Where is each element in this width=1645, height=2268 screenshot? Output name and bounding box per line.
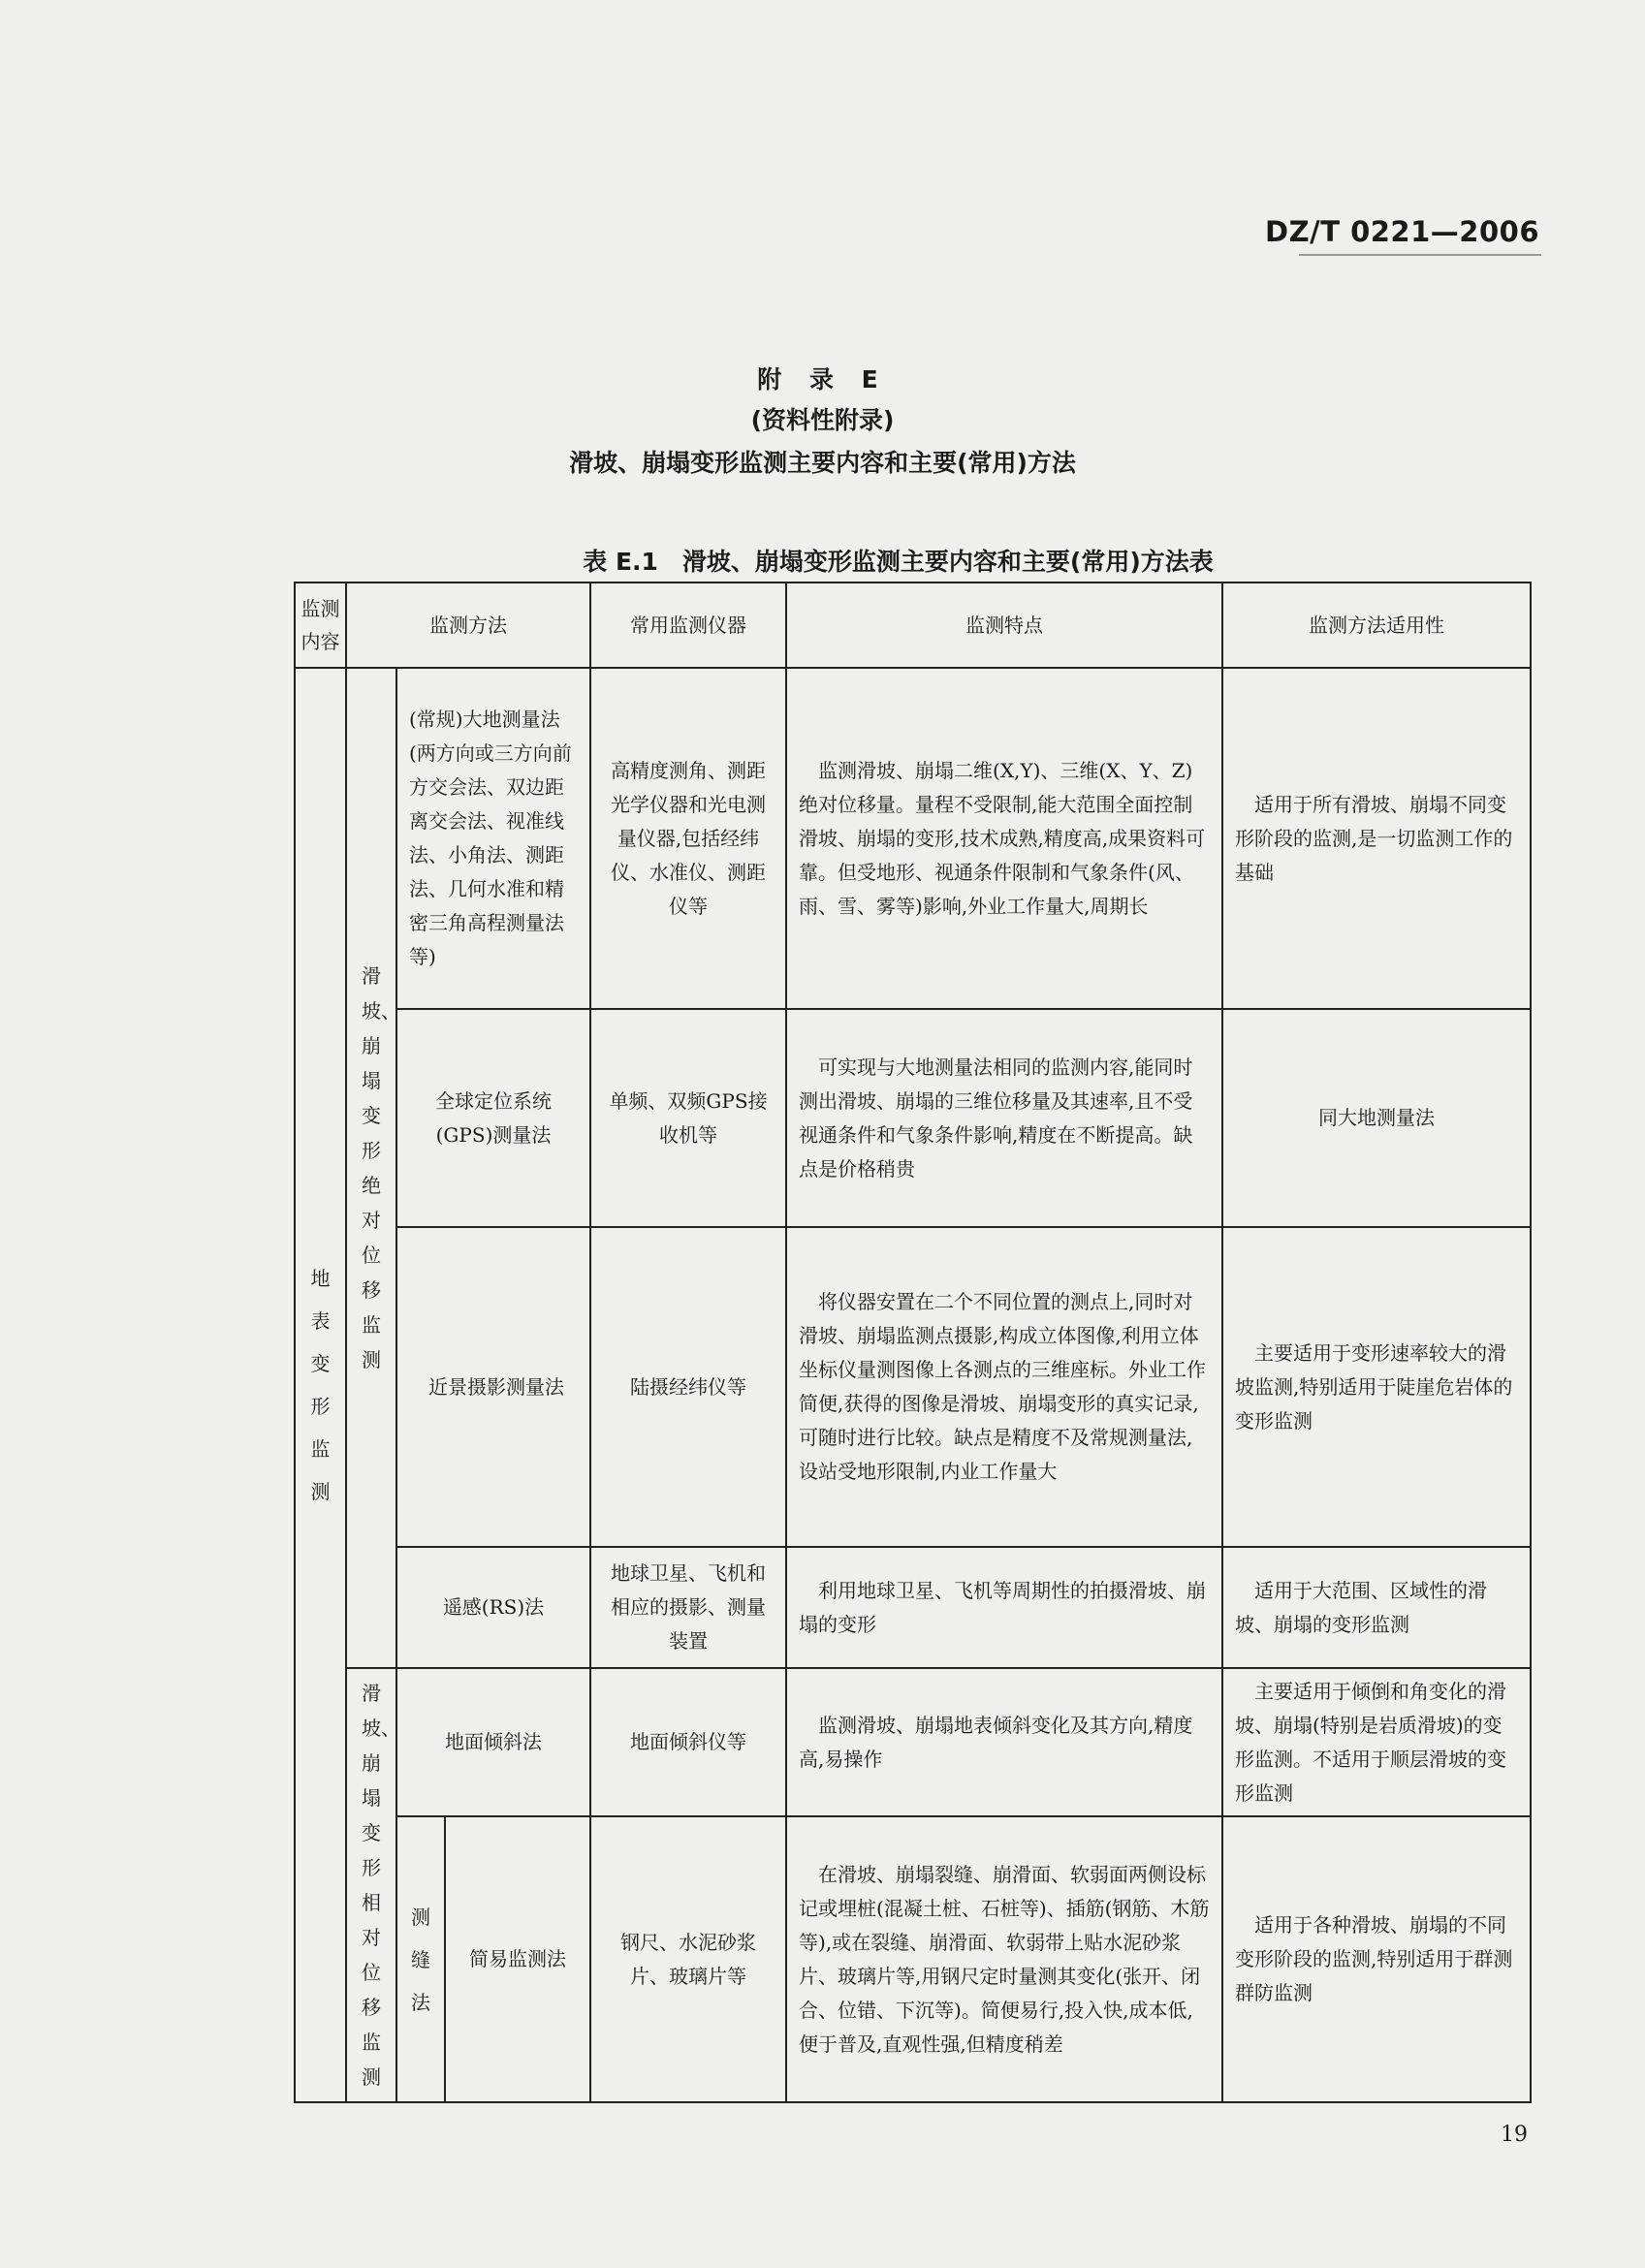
appendix-heading: 滑坡、崩塌变形监测主要内容和主要(常用)方法 — [569, 449, 1076, 477]
document-code: DZ/T 0221—2006 — [1265, 215, 1539, 248]
applicability-cell: 适用于大范围、区域性的滑坡、崩塌的变形监测 — [1222, 1547, 1531, 1668]
header-feature: 监测特点 — [786, 583, 1222, 668]
group-surface-deformation: 地表变形监测 — [295, 668, 346, 2102]
method-cell: 简易监测法 — [445, 1816, 590, 2102]
appendix-title: 附 录 E — [757, 365, 888, 394]
table-header-row — [295, 583, 1531, 668]
method-cell: 遥感(RS)法 — [396, 1547, 590, 1668]
feature-cell: 监测滑坡、崩塌二维(X,Y)、三维(X、Y、Z)绝对位移量。量程不受限制,能大范围全面控制滑坡、崩塌的变形,技术成熟,精度高,成果资料可靠。但受地形、视通条件限制和气象条件(风、雨、雪、雾等)影响,外业工作量大,周期长 — [786, 668, 1222, 1009]
header-applicability: 监测方法适用性 — [1222, 583, 1531, 668]
feature-cell: 监测滑坡、崩塌地表倾斜变化及其方向,精度高,易操作 — [786, 1668, 1222, 1816]
table-row — [295, 1816, 1531, 2102]
page-number: 19 — [1501, 2123, 1528, 2147]
method-cell: 近景摄影测量法 — [396, 1227, 590, 1547]
monitoring-methods-table — [294, 582, 1532, 2103]
appendix-subtitle: (资料性附录) — [750, 406, 895, 434]
feature-cell: 可实现与大地测量法相同的监测内容,能同时测出滑坡、崩塌的三维位移量及其速率,且不受视通条件和气象条件影响,精度在不断提高。缺点是价格稍贵 — [786, 1009, 1222, 1227]
table-row — [295, 1547, 1531, 1668]
applicability-cell: 主要适用于变形速率较大的滑坡监测,特别适用于陡崖危岩体的变形监测 — [1222, 1227, 1531, 1547]
feature-cell: 利用地球卫星、飞机等周期性的拍摄滑坡、崩塌的变形 — [786, 1547, 1222, 1668]
applicability-cell: 适用于所有滑坡、崩塌不同变形阶段的监测,是一切监测工作的基础 — [1222, 668, 1531, 1009]
instrument-cell: 单频、双频GPS接收机等 — [590, 1009, 786, 1227]
instrument-cell: 陆摄经纬仪等 — [590, 1227, 786, 1547]
header-rule — [1299, 254, 1541, 256]
table-row — [295, 1668, 1531, 1816]
instrument-cell: 地球卫星、飞机和相应的摄影、测量装置 — [590, 1547, 786, 1668]
instrument-cell: 地面倾斜仪等 — [590, 1668, 786, 1816]
instrument-cell: 钢尺、水泥砂浆片、玻璃片等 — [590, 1816, 786, 2102]
group-crack-method: 测缝法 — [396, 1816, 445, 2102]
method-cell: 地面倾斜法 — [396, 1668, 590, 1816]
method-cell: 全球定位系统(GPS)测量法 — [396, 1009, 590, 1227]
table-caption: 表 E.1 滑坡、崩塌变形监测主要内容和主要(常用)方法表 — [583, 548, 1214, 576]
header-method: 监测方法 — [346, 583, 590, 668]
feature-cell: 在滑坡、崩塌裂缝、崩滑面、软弱面两侧设标记或埋桩(混凝土桩、石桩等)、插筋(钢筋、木筋等),或在裂缝、崩滑面、软弱带上贴水泥砂浆片、玻璃片等,用钢尺定时量测其变化(张开、闭合、位错、下沉等)。简便易行,投入快,成本低,便于普及,直观性强,但精度稍差 — [786, 1816, 1222, 2102]
table-row — [295, 1009, 1531, 1227]
group-absolute-displacement: 滑坡、崩塌变形绝对位移监测 — [346, 668, 396, 1668]
table-row — [295, 668, 1531, 1009]
group-relative-displacement: 滑坡、崩塌变形相对位移监测 — [346, 1668, 396, 2102]
applicability-cell: 适用于各种滑坡、崩塌的不同变形阶段的监测,特别适用于群测群防监测 — [1222, 1816, 1531, 2102]
feature-cell: 将仪器安置在二个不同位置的测点上,同时对滑坡、崩塌监测点摄影,构成立体图像,利用立体坐标仪量测图像上各测点的三维座标。外业工作简便,获得的图像是滑坡、崩塌变形的真实记录,可随时进行比较。缺点是精度不及常规测量法,设站受地形限制,内业工作量大 — [786, 1227, 1222, 1547]
header-content: 监测内容 — [295, 583, 346, 668]
applicability-cell: 主要适用于倾倒和角变化的滑坡、崩塌(特别是岩质滑坡)的变形监测。不适用于顺层滑坡的变形监测 — [1222, 1668, 1531, 1816]
table-row — [295, 1227, 1531, 1547]
header-instrument: 常用监测仪器 — [590, 583, 786, 668]
method-cell: (常规)大地测量法(两方向或三方向前方交会法、双边距离交会法、视准线法、小角法、测距法、几何水准和精密三角高程测量法等) — [396, 668, 590, 1009]
applicability-cell: 同大地测量法 — [1222, 1009, 1531, 1227]
instrument-cell: 高精度测角、测距光学仪器和光电测量仪器,包括经纬仪、水准仪、测距仪等 — [590, 668, 786, 1009]
